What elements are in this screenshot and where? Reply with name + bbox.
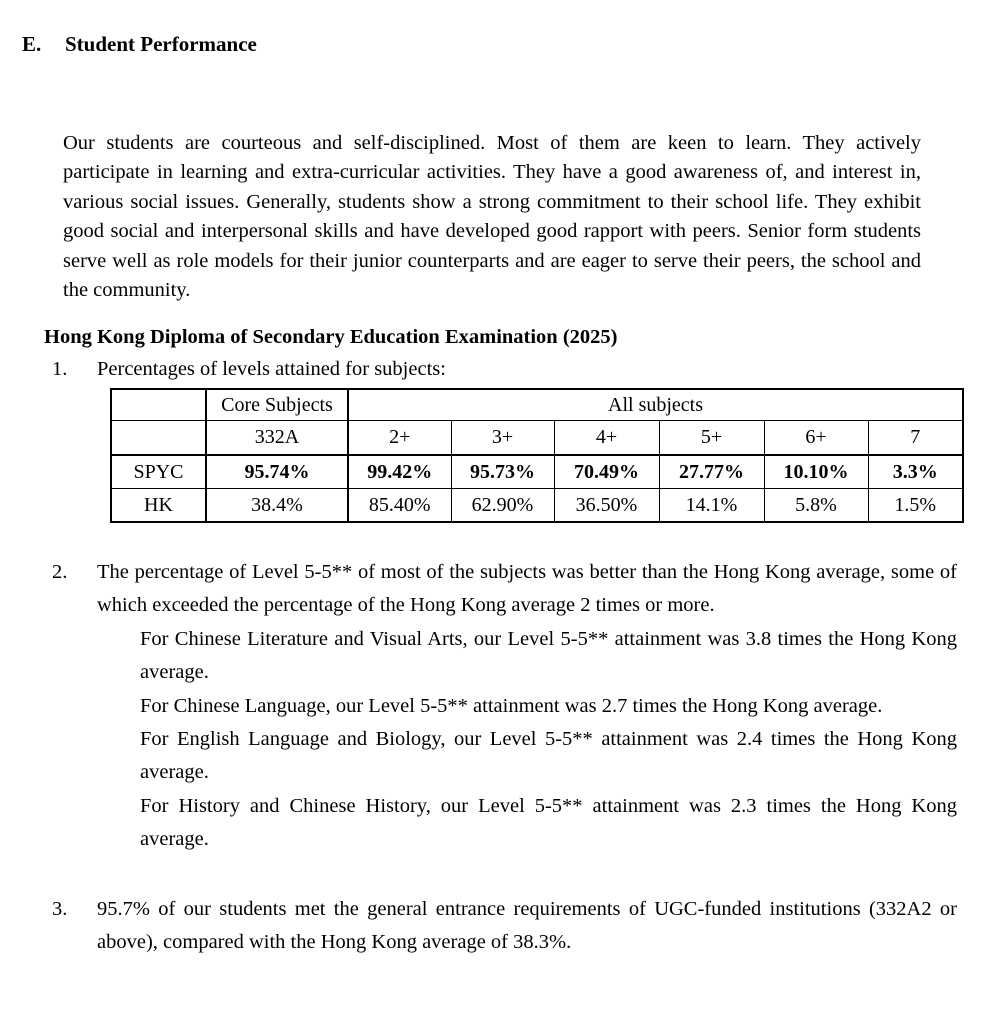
item-number: 1. xyxy=(52,358,68,380)
list-item-1 xyxy=(52,358,446,381)
table-row-hk xyxy=(111,489,963,523)
table-group-header-row xyxy=(111,389,963,421)
table-cell-all-subjects: All subjects xyxy=(348,389,963,421)
sub-point: For History and Chinese History, our Level 5-5** attainment was 2.3 times the Hong Kong average. xyxy=(140,794,957,851)
table-row-spyc xyxy=(111,455,963,489)
sub-point: For English Language and Biology, our Level 5-5** attainment was 2.4 times the Hong Kong average. xyxy=(140,728,957,784)
table-cell: 95.74% xyxy=(206,455,348,489)
table-cell: 5.8% xyxy=(764,489,868,523)
item-text: 95.7% of our students met the general entrance requirements of UGC-funded institutions (332A2 or above), compared with the Hong Kong average of 38.3%. xyxy=(97,898,957,954)
table-cell-core-subjects: Core Subjects xyxy=(206,389,348,421)
table-header-cell-2plus: 2+ xyxy=(348,421,451,456)
table-header-cell-5plus: 5+ xyxy=(659,421,764,456)
item-number: 3. xyxy=(52,898,68,920)
table-header-cell-6plus: 6+ xyxy=(764,421,868,456)
item-lead-text: The percentage of Level 5-5** of most of the subjects was better than the Hong Kong average, some of which exceeded the percentage of the Hong Kong average 2 times or more. xyxy=(97,561,957,617)
sub-point: For Chinese Literature and Visual Arts, our Level 5-5** attainment was 3.8 times the Hong Kong average. xyxy=(140,627,957,684)
exam-heading: Hong Kong Diploma of Secondary Education Examination (2025) xyxy=(44,326,618,348)
section-letter: E. xyxy=(22,32,42,56)
table-header-cell-7: 7 xyxy=(868,421,963,456)
table-cell: 62.90% xyxy=(451,489,554,523)
table-cell: 14.1% xyxy=(659,489,764,523)
table-header-cell-3plus: 3+ xyxy=(451,421,554,456)
item-text: Percentages of levels attained for subjects: xyxy=(97,358,446,380)
row-label-hk: HK xyxy=(111,489,206,523)
table-header-cell-332a: 332A xyxy=(206,421,348,456)
table-cell: 70.49% xyxy=(554,455,659,489)
table-cell: 27.77% xyxy=(659,455,764,489)
table-cell: 38.4% xyxy=(206,489,348,523)
table-cell: 3.3% xyxy=(868,455,963,489)
table-cell: 36.50% xyxy=(554,489,659,523)
section-heading xyxy=(22,32,257,57)
table-cell: 95.73% xyxy=(451,455,554,489)
section-title: Student Performance xyxy=(65,32,257,56)
table-header-cell-4plus: 4+ xyxy=(554,421,659,456)
table-cell: 85.40% xyxy=(348,489,451,523)
table-cell: 99.42% xyxy=(348,455,451,489)
table-column-header-row xyxy=(111,421,963,456)
sub-point: For Chinese Language, our Level 5-5** attainment was 2.7 times the Hong Kong average. xyxy=(140,694,883,717)
table-header-cell xyxy=(111,421,206,456)
row-label-spyc: SPYC xyxy=(111,455,206,489)
table-cell-empty xyxy=(111,389,206,421)
intro-paragraph: Our students are courteous and self-disciplined. Most of them are keen to learn. They actively participate in learning and extra-curricular activities. They have a good awareness of, and interest in, various social issues. Generally, students show a strong commitment to their school life. They exhibit good social and interpersonal skills and have developed good rapport with peers. Senior form students serve well as role models for their junior counterparts and are eager to serve their peers, the school and the community. xyxy=(63,131,921,302)
item-number: 2. xyxy=(52,561,68,583)
list-item-3 xyxy=(52,893,957,960)
item-body xyxy=(97,556,957,857)
results-table xyxy=(110,388,964,523)
table-cell: 1.5% xyxy=(868,489,963,523)
table-cell: 10.10% xyxy=(764,455,868,489)
list-item-2 xyxy=(52,556,957,857)
